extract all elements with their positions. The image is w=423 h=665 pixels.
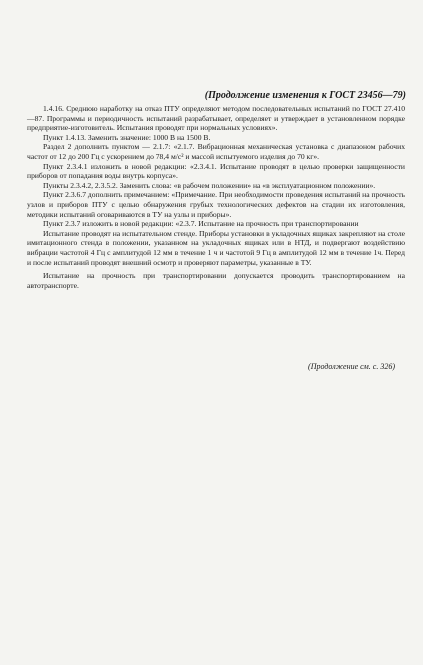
paragraph-transport-test: Испытание на прочность при транспортировании допускается проводить транспортированием на автотранспорте.: [27, 271, 405, 290]
page-footer: (Продолжение см. с. 326): [308, 362, 395, 371]
page-header: (Продолжение изменения к ГОСТ 23456—79): [204, 90, 406, 101]
paragraph-2-3-4-1: Пункт 2.3.4.1 изложить в новой редакции: «2.3.4.1. Испытание проводят в целью проверки защищенности приборов от попадания воды внутрь корпуса».: [27, 161, 405, 181]
paragraph-2-3-6-7: Пункт 2.3.6.7 дополнить примечанием: «Примечание. При необходимости проведения испытаний на прочность узлов и приборов ПТУ с целью обнаружения грубых технологических дефектов на стадии их изготовления, методики испытаний оговариваются в ТУ на узлы и приборы».: [27, 190, 405, 219]
document-body: [27, 104, 405, 290]
paragraph-section-2: Раздел 2 дополнить пунктом — 2.1.7: «2.1.7. Вибрационная механическая установка с диапазоном рабочих частот от 12 до 200 Гц с ускорением до 78,4 м/с² и массой испытуемого изделия до 70 кг».: [27, 142, 405, 161]
paragraph-2-3-4-2: Пункты 2.3.4.2, 2.3.5.2. Заменить слова: «в рабочем положении» на «в эксплуатационном положении».: [43, 180, 376, 190]
paragraph-2-3-7: Пункт 2.3.7 изложить в новой редакции: «2.3.7. Испытание на прочность при транспортировании: [43, 219, 359, 229]
paragraph-1-4-16: 1.4.16. Среднюю наработку на отказ ПТУ определяют методом последовательных испытаний по ГОСТ 27.410—87. Программы и периодичность испытаний разрабатывает, определяет и утверждает в установленном порядке предприятие-изготовитель. Испытания проводят при нормальных условиях».: [27, 104, 405, 133]
paragraph-1-4-13: Пункт 1.4.13. Заменить значение: 1000 В на 1500 В.: [43, 132, 211, 142]
paragraph-test-procedure: Испытание проводят на испытательном стенде. Приборы установки в укладочных ящиках закрепляют на столе имитационного стенда в положении, указанном на укладочных ящиках или в НТД, и подвергают воздействию вибрации частотой 4 Гц с амплитудой 12 мм в течение 1 ч и частотой 9 Гц в амплитудой 12 мм в течение 1ч. Перед и после испытаний проводят внешний осмотр и проверяют параметры, указанные в ТУ.: [27, 228, 405, 267]
